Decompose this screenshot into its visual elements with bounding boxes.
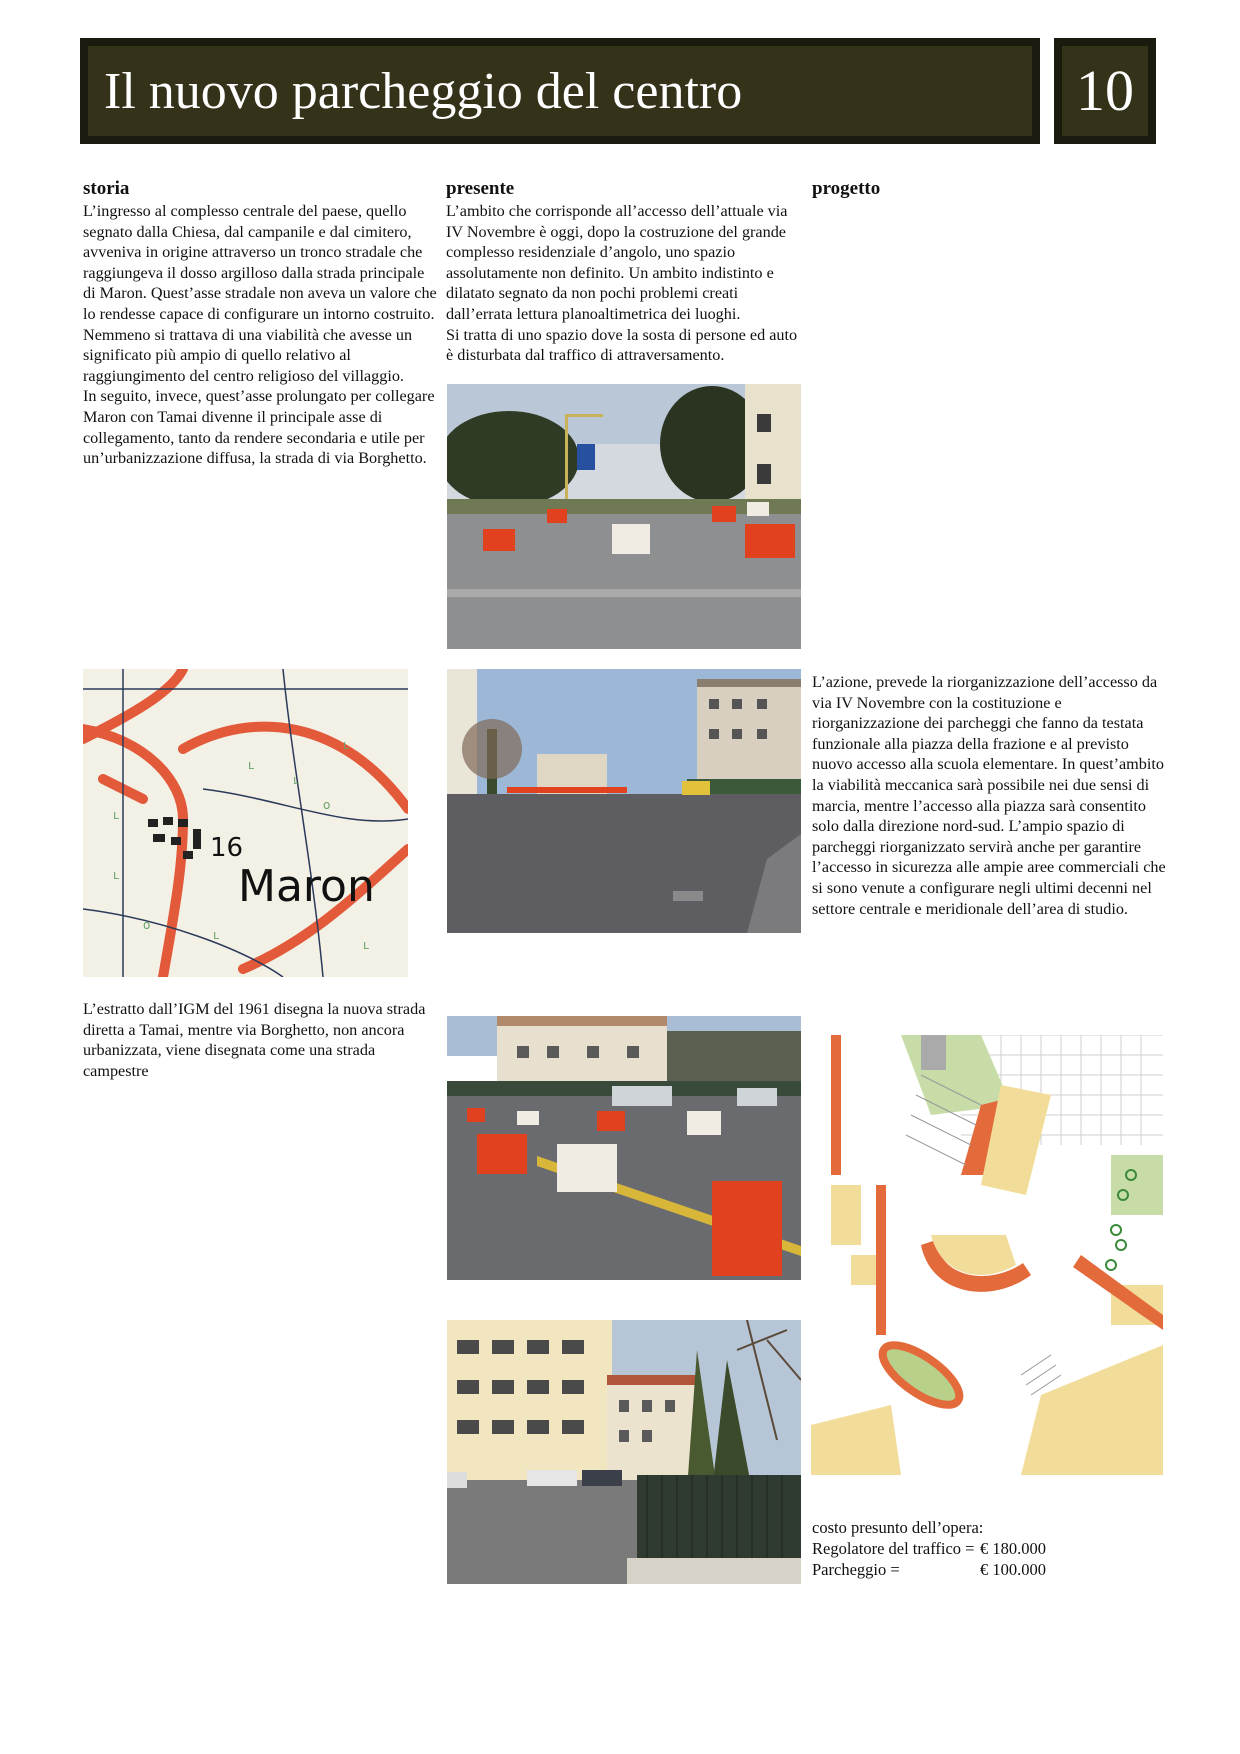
progetto-heading: progetto — [812, 178, 881, 199]
svg-text:ʟ: ʟ — [213, 928, 220, 942]
title-banner — [80, 38, 1040, 144]
svg-text:ʟ: ʟ — [248, 758, 255, 772]
cost-value: € 180.000 — [980, 1539, 1046, 1558]
presente-text — [446, 201, 804, 366]
map-caption: L’estratto dall’IGM del 1961 disegna la nuova strada diretta a Tamai, mentre via Borghetto, non ancora urbanizzata, viene disegnata come una strada campestre — [83, 1000, 426, 1080]
photo-road-buildings — [447, 669, 801, 933]
svg-text:ʟ: ʟ — [113, 808, 120, 822]
svg-text:ʟ: ʟ — [343, 738, 350, 752]
project-plan-drawing — [811, 1035, 1163, 1475]
storia-paragraph-1: L’ingresso al complesso centrale del paese, quello segnato dalla Chiesa, dal campanile e dal cimitero, avveniva in origine attraverso un tronco stradale che raggiungeva il dosso argilloso dalla strada principale di Maron. Quest’asse stradale non aveva un valore che lo rendesse capace di configurare un intorno costruito. Nemmeno si trattava di una viabilità che avesse un significato più ampio di quello relativo al raggiungimento del centro religioso del villaggio. — [83, 202, 437, 385]
cost-label: Parcheggio = — [812, 1560, 900, 1579]
progetto-paragraph-1: L’azione, prevede la riorganizzazione dell’accesso da via IV Novembre con la costituzione e riorganizzazione dei parcheggi che fanno da testata funzionale alla piazza della frazione e al previsto nuovo accesso alla scuola elementare. In quest’ambito la viabilità meccanica sarà possibile nei due sensi di marcia, mentre l’accesso alla piazza sarà consentito solo dalla direzione nord-sud. L’ampio spazio di parcheggi riorganizzato servirà anche per garantire l’accesso in sicurezza alle ampie aree commerciali che si sono venute a configurare negli ultimi decenni nel settore centrale e meridionale dell’area di studio. — [812, 673, 1166, 918]
photo-residential-complex — [447, 1320, 801, 1584]
presente-paragraph-2: Si tratta di uno spazio dove la sosta di persone ed auto è disturbata dal traffico di attraversamento. — [446, 325, 798, 365]
cost-heading: costo presunto dell’opera: — [812, 1518, 984, 1537]
cost-row-parking — [812, 1559, 1046, 1580]
page-number: 10 — [1062, 46, 1148, 136]
svg-text:o: o — [323, 798, 331, 812]
presente-paragraph-1: L’ambito che corrisponde all’accesso dell’attuale via IV Novembre è oggi, dopo la costruzione del grande complesso residenziale d’angolo, uno spazio assolutamente non definito. Un ambito indistinto e dilatato segnato da non pochi problemi creati dall’errata lettura planoaltimetrica dei luoghi. — [446, 202, 788, 323]
svg-text:ʟ: ʟ — [363, 938, 370, 952]
cost-value: € 100.000 — [980, 1560, 1046, 1579]
svg-text:o: o — [143, 918, 151, 932]
storia-paragraph-2: In seguito, invece, quest’asse prolungato per collegare Maron con Tamai divenne il principale asse di collegamento, tanto da rendere secondaria e utile per un’urbanizzazione diffusa, la strada di via Borghetto. — [83, 387, 435, 468]
igm-map-excerpt — [83, 669, 408, 977]
progetto-text — [812, 672, 1172, 919]
cost-label: Regolatore del traffico = — [812, 1539, 975, 1558]
presente-heading: presente — [446, 178, 515, 199]
storia-text — [83, 201, 440, 469]
page-title: Il nuovo parcheggio del centro — [88, 46, 1032, 136]
cost-row-traffic-regulator — [812, 1538, 1046, 1559]
photo-intersection-barriers — [447, 384, 801, 649]
svg-text:ʟ: ʟ — [293, 773, 300, 787]
page-number-box — [1054, 38, 1156, 144]
svg-text:ʟ: ʟ — [113, 868, 120, 882]
cost-estimate — [812, 1517, 1046, 1580]
storia-heading: storia — [83, 178, 130, 199]
map-label-place: Maron — [238, 861, 375, 912]
photo-barriers-parked-cars — [447, 1016, 801, 1280]
map-label-number: 16 — [210, 833, 244, 863]
